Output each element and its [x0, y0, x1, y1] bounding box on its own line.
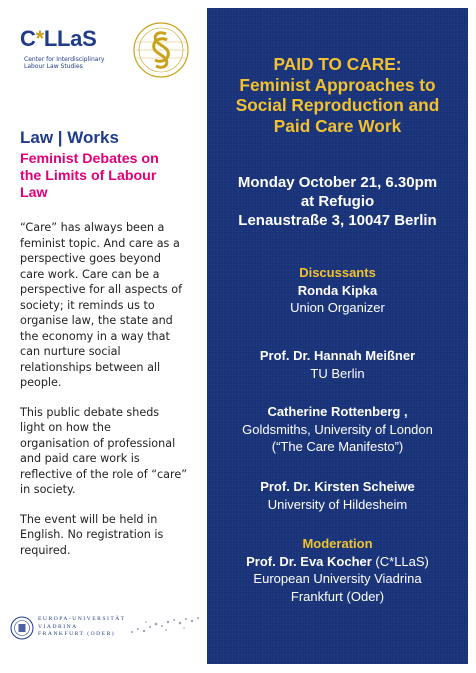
logo-llas: LLaS [43, 26, 97, 51]
text-line: and paid care work is [20, 452, 140, 465]
series-subheading [20, 151, 200, 202]
logo-subtitle-line: Center for Interdisciplinary [24, 56, 105, 63]
cllas-logo-wordmark [20, 26, 96, 52]
text-line: society; it reminds us to [20, 298, 155, 312]
text-line: relationships between all [20, 360, 161, 374]
speaker-affiliation: (“The Care Manifesto”) [271, 439, 404, 454]
subheading-line: Feminist Debates on [20, 151, 159, 167]
event-panel [207, 8, 468, 664]
university-seal-icon [10, 616, 34, 640]
speaker-block [207, 478, 468, 513]
text-line: The event will be held in [20, 512, 158, 526]
text-line: care work. Care can be a [20, 267, 160, 281]
discussants-label: Discussants [299, 265, 376, 280]
speaker-affiliation: Union Organizer [290, 300, 385, 315]
title-line: Feminist Approaches to [239, 74, 436, 95]
euv-line: FRANKFURT (ODER) [38, 631, 116, 637]
address-line: Lenaustraße 3, 10047 Berlin [238, 212, 437, 229]
text-line: This public debate sheds [20, 405, 160, 419]
subheading-line: Law [20, 185, 48, 201]
intro-paragraph [20, 220, 200, 391]
moderation-section [207, 535, 468, 605]
speaker-affiliation: TU Berlin [310, 365, 365, 381]
text-line: perspective goes beyond [20, 252, 161, 265]
date-line: Monday October 21, 6.30pm [237, 174, 438, 191]
text-line: can nurture social [20, 345, 121, 358]
logo-star: * [35, 26, 44, 51]
event-title [207, 54, 468, 136]
text-line: perspective for all aspects of [20, 283, 183, 296]
euv-line: VIADRINA [38, 623, 78, 630]
moderator-org: (C*LLaS) [371, 553, 429, 569]
registration-paragraph [20, 512, 200, 559]
title-line: Social Reproduction and [235, 95, 440, 115]
text-line: the economy in a way that [20, 329, 170, 343]
discussants-section [207, 264, 468, 317]
series-heading: Law | Works [20, 128, 119, 147]
logo-c: C [20, 26, 36, 51]
text-line: organisation of professional [20, 436, 176, 450]
text-line: reflective of the role of “care” [20, 467, 188, 481]
speaker-name: Prof. Dr. Kirsten Scheiwe [260, 479, 415, 494]
event-date-location [207, 173, 468, 230]
title-line: PAID TO CARE: [273, 54, 402, 74]
moderation-label: Moderation [302, 536, 373, 551]
moderator-line [207, 553, 468, 571]
logo-subtitle-line: Labour Law Studies [24, 63, 83, 71]
euv-line: EUROPA-UNIVERSITÄT [38, 616, 126, 622]
speaker-block [207, 347, 468, 382]
euv-logo-text [38, 616, 126, 639]
subheading-line: the Limits of Labour [20, 168, 157, 184]
text-line: “Care” has always been a [20, 221, 165, 234]
text-line: required. [20, 543, 71, 557]
cllas-logo [20, 20, 210, 90]
text-line: English. No registration is [20, 528, 164, 541]
cllas-logo-subtitle [24, 56, 134, 71]
paragraph-seal-icon [128, 20, 194, 80]
speaker-affiliation: Goldsmiths, University of London [242, 421, 433, 437]
speaker-affiliation: University of Hildesheim [267, 496, 408, 512]
speaker-name: Catherine Rottenberg , [267, 404, 408, 419]
title-line: Paid Care Work [273, 115, 402, 136]
text-line: people. [20, 376, 62, 389]
text-line: light on how the [20, 421, 111, 434]
moderator-affiliation: European University Viadrina [253, 571, 422, 586]
debate-paragraph [20, 405, 200, 498]
speaker-block [207, 403, 468, 456]
moderator-name: Prof. Dr. Eva Kocher [246, 553, 372, 569]
venue-line: at Refugio [300, 193, 375, 210]
footer-logos [8, 612, 208, 652]
text-line: organise law, the state and [20, 314, 173, 327]
speaker-name: Ronda Kipka [297, 282, 378, 298]
dot-constellation-logo-icon [126, 614, 206, 638]
speaker-name: Prof. Dr. Hannah Meißner [259, 348, 416, 363]
text-line: in society. [20, 483, 76, 496]
left-column [20, 128, 200, 558]
moderator-affiliation: Frankfurt (Oder) [290, 588, 385, 604]
text-line: feminist topic. And care as a [20, 236, 180, 250]
